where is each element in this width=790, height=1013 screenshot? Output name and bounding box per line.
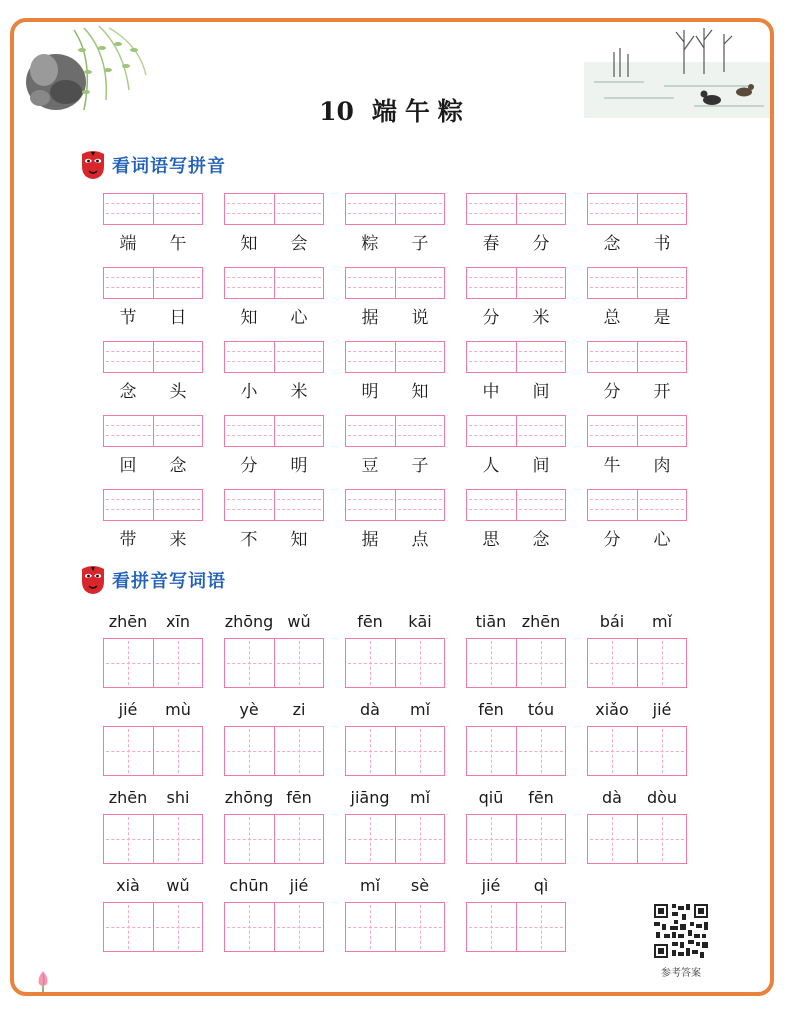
word-character: 知 (411, 382, 429, 402)
word-character: 豆 (361, 456, 379, 476)
pinyin-writing-box[interactable] (224, 267, 324, 299)
word-cell (345, 489, 445, 550)
word-character: 来 (169, 530, 187, 550)
pinyin-cell (224, 700, 324, 776)
word-character: 知 (240, 234, 258, 254)
word-character: 间 (532, 456, 550, 476)
section-heading-write-pinyin (80, 150, 226, 180)
character-writing-box[interactable] (224, 814, 324, 864)
word-cell (345, 341, 445, 402)
character-writing-box[interactable] (224, 902, 324, 952)
pinyin-syllable: yè (239, 700, 259, 719)
word-character: 念 (169, 456, 187, 476)
word-character: 节 (119, 308, 137, 328)
pinyin-syllable: qiū (478, 788, 504, 807)
character-writing-box[interactable] (345, 814, 445, 864)
pinyin-writing-box[interactable] (224, 415, 324, 447)
pinyin-syllable: mù (165, 700, 191, 719)
word-character: 分 (603, 530, 621, 550)
pinyin-syllable: zhēn (521, 612, 561, 631)
word-character: 分 (482, 308, 500, 328)
pinyin-syllable: tiān (475, 612, 507, 631)
character-writing-box[interactable] (103, 638, 203, 688)
word-character: 牛 (603, 456, 621, 476)
pinyin-syllable: xià (116, 876, 140, 895)
pinyin-cell (345, 700, 445, 776)
pinyin-writing-box[interactable] (103, 193, 203, 225)
word-character: 肉 (653, 456, 671, 476)
character-writing-box[interactable] (587, 638, 687, 688)
pinyin-writing-box[interactable] (103, 489, 203, 521)
word-character: 明 (290, 456, 308, 476)
word-character: 是 (653, 308, 671, 328)
word-cell (466, 341, 566, 402)
word-cell (345, 267, 445, 328)
pinyin-cell (466, 700, 566, 776)
pinyin-syllable: zhōng (224, 612, 274, 631)
pinyin-writing-box[interactable] (103, 341, 203, 373)
word-character: 端 (119, 234, 137, 254)
word-character: 米 (290, 382, 308, 402)
word-character: 子 (411, 234, 429, 254)
pinyin-cell (587, 700, 687, 776)
character-writing-box[interactable] (224, 726, 324, 776)
word-character: 知 (240, 308, 258, 328)
pinyin-syllable: xiǎo (595, 700, 629, 719)
word-cell (345, 193, 445, 254)
pinyin-cell (103, 876, 203, 952)
pinyin-syllable: zhēn (108, 788, 148, 807)
pinyin-writing-box[interactable] (345, 415, 445, 447)
pinyin-syllable: zi (292, 700, 306, 719)
character-writing-box[interactable] (345, 638, 445, 688)
word-cell (103, 267, 203, 328)
pinyin-writing-box[interactable] (466, 415, 566, 447)
word-character: 思 (482, 530, 500, 550)
pinyin-syllable: shi (166, 788, 190, 807)
pinyin-syllable: kāi (408, 612, 432, 631)
word-cell (466, 193, 566, 254)
word-character: 午 (169, 234, 187, 254)
word-character: 间 (532, 382, 550, 402)
word-character: 知 (290, 530, 308, 550)
pinyin-syllable: zhōng (224, 788, 274, 807)
pinyin-writing-box[interactable] (466, 193, 566, 225)
word-character: 心 (290, 308, 308, 328)
pinyin-cell (345, 788, 445, 864)
pinyin-writing-box[interactable] (224, 341, 324, 373)
lotus-bud-icon (36, 970, 50, 992)
pinyin-syllable: bái (599, 612, 625, 631)
character-writing-box[interactable] (103, 726, 203, 776)
pinyin-syllable: dòu (646, 788, 678, 807)
pinyin-syllable: qì (533, 876, 549, 895)
character-writing-box[interactable] (587, 726, 687, 776)
pinyin-writing-box[interactable] (466, 341, 566, 373)
pinyin-syllable: fēn (357, 612, 383, 631)
pinyin-syllable: sè (410, 876, 430, 895)
pinyin-cell (587, 788, 687, 864)
pinyin-cell (103, 612, 203, 688)
word-character: 总 (603, 308, 621, 328)
pinyin-syllable: xīn (165, 612, 191, 631)
character-writing-box[interactable] (103, 814, 203, 864)
pinyin-syllable: jié (289, 876, 309, 895)
pinyin-cell (345, 876, 445, 952)
character-writing-box[interactable] (466, 902, 566, 952)
pinyin-cell (466, 612, 566, 688)
word-character: 念 (603, 234, 621, 254)
word-character: 回 (119, 456, 137, 476)
word-character: 明 (361, 382, 379, 402)
word-character: 头 (169, 382, 187, 402)
word-character: 米 (532, 308, 550, 328)
word-cell (466, 415, 566, 476)
word-cell (103, 415, 203, 476)
word-character: 念 (532, 530, 550, 550)
pinyin-writing-box[interactable] (587, 193, 687, 225)
answer-key-label: 参考答案 (661, 968, 701, 979)
word-cell (224, 267, 324, 328)
pinyin-writing-box[interactable] (587, 415, 687, 447)
word-character: 点 (411, 530, 429, 550)
pinyin-writing-box[interactable] (103, 267, 203, 299)
word-cell (224, 341, 324, 402)
lesson-number: 10 (319, 97, 354, 126)
pinyin-cell (587, 612, 687, 688)
character-writing-box[interactable] (466, 814, 566, 864)
word-character: 念 (119, 382, 137, 402)
pinyin-cell (224, 788, 324, 864)
word-cell (103, 341, 203, 402)
pinyin-writing-box[interactable] (345, 341, 445, 373)
pinyin-writing-box[interactable] (587, 267, 687, 299)
word-character: 说 (411, 308, 429, 328)
word-character: 分 (603, 382, 621, 402)
word-cell (587, 341, 687, 402)
word-character: 子 (411, 456, 429, 476)
character-writing-box[interactable] (587, 814, 687, 864)
pinyin-syllable: dà (360, 700, 380, 719)
word-cell (587, 489, 687, 550)
pinyin-writing-box[interactable] (587, 489, 687, 521)
word-character: 分 (240, 456, 258, 476)
pinyin-syllable: fēn (528, 788, 554, 807)
character-writing-box[interactable] (345, 902, 445, 952)
word-cell (466, 489, 566, 550)
character-writing-box[interactable] (466, 638, 566, 688)
pinyin-syllable: mǐ (409, 788, 431, 807)
word-cell (103, 489, 203, 550)
pinyin-syllable: jié (652, 700, 672, 719)
pinyin-writing-box[interactable] (466, 267, 566, 299)
pinyin-writing-box[interactable] (224, 193, 324, 225)
word-character: 日 (169, 308, 187, 328)
word-cell (466, 267, 566, 328)
word-character: 小 (240, 382, 258, 402)
pinyin-cell (224, 612, 324, 688)
word-character: 中 (482, 382, 500, 402)
lesson-title: 端午粽 (371, 97, 471, 126)
pinyin-writing-box[interactable] (345, 193, 445, 225)
pinyin-syllable: fēn (286, 788, 312, 807)
pinyin-cell (466, 876, 566, 952)
pinyin-writing-box[interactable] (103, 415, 203, 447)
pinyin-syllable: wǔ (287, 612, 311, 631)
word-character: 春 (482, 234, 500, 254)
pinyin-syllable: jié (118, 700, 138, 719)
word-cell (224, 193, 324, 254)
page-title (0, 92, 790, 128)
word-character: 分 (532, 234, 550, 254)
section-heading-write-words (80, 565, 226, 595)
pinyin-writing-box[interactable] (224, 489, 324, 521)
word-character: 书 (653, 234, 671, 254)
qr-code-icon[interactable] (652, 902, 710, 960)
word-character: 粽 (361, 234, 379, 254)
word-character: 据 (361, 308, 379, 328)
opera-mask-icon (80, 150, 106, 180)
word-cell (587, 193, 687, 254)
pinyin-syllable: wǔ (166, 876, 190, 895)
pinyin-writing-box[interactable] (466, 489, 566, 521)
word-character: 人 (482, 456, 500, 476)
word-character: 不 (240, 530, 258, 550)
word-cell (345, 415, 445, 476)
opera-mask-icon (80, 565, 106, 595)
word-character: 心 (653, 530, 671, 550)
section-title: 看拼音写词语 (112, 571, 226, 592)
pinyin-syllable: zhēn (108, 612, 148, 631)
pinyin-cell (103, 700, 203, 776)
word-cell (224, 415, 324, 476)
pinyin-cell (345, 612, 445, 688)
word-cell (224, 489, 324, 550)
word-cell (587, 415, 687, 476)
character-writing-box[interactable] (224, 638, 324, 688)
character-writing-box[interactable] (103, 902, 203, 952)
word-character: 开 (653, 382, 671, 402)
character-writing-box[interactable] (345, 726, 445, 776)
pinyin-syllable: fēn (478, 700, 504, 719)
pinyin-syllable: dà (602, 788, 622, 807)
pinyin-syllable: chūn (229, 876, 269, 895)
pinyin-syllable: mǐ (651, 612, 673, 631)
pinyin-writing-box[interactable] (587, 341, 687, 373)
word-character: 带 (119, 530, 137, 550)
word-character: 据 (361, 530, 379, 550)
pinyin-syllable: mǐ (359, 876, 381, 895)
pinyin-cell (224, 876, 324, 952)
pinyin-writing-box[interactable] (345, 489, 445, 521)
word-cell (587, 267, 687, 328)
pinyin-syllable: jiāng (350, 788, 390, 807)
pinyin-syllable: tóu (527, 700, 555, 719)
pinyin-syllable: jié (481, 876, 501, 895)
pinyin-writing-box[interactable] (345, 267, 445, 299)
section-title: 看词语写拼音 (112, 156, 226, 177)
pinyin-cell (466, 788, 566, 864)
word-character: 会 (290, 234, 308, 254)
pinyin-cell (103, 788, 203, 864)
pinyin-syllable: mǐ (409, 700, 431, 719)
word-cell (103, 193, 203, 254)
character-writing-box[interactable] (466, 726, 566, 776)
